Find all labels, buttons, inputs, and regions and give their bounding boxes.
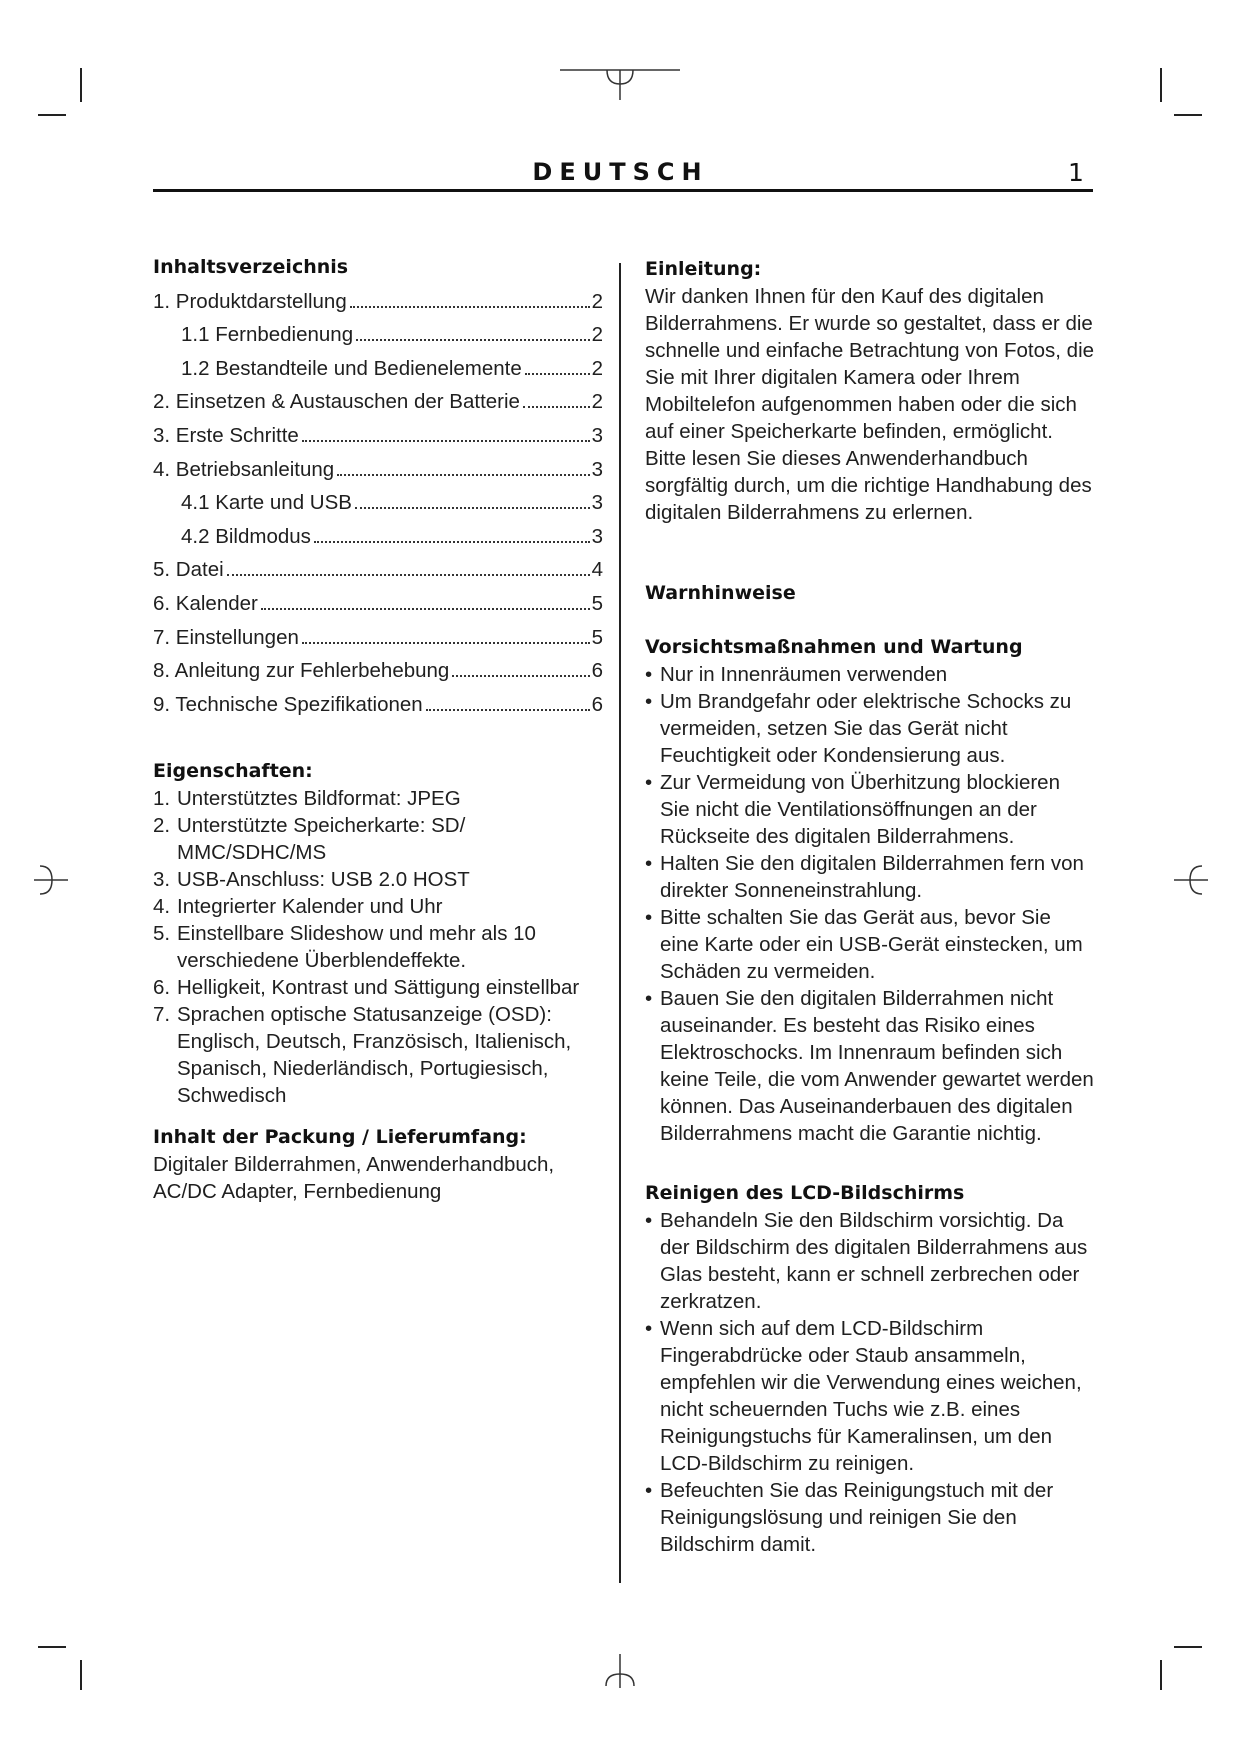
feature-text: Einstellbare Slideshow und mehr als 10 verschiedene Überblendeffekte.	[177, 922, 536, 972]
cleaning-text: Befeuchten Sie das Reinigungstuch mit der Reinigungslösung und reinigen Sie den Bildschirm damit.	[660, 1479, 1054, 1556]
toc-leader	[452, 675, 589, 677]
crop-mark-bl-vertical	[80, 1660, 82, 1690]
precaution-text: Bitte schalten Sie das Gerät aus, bevor Sie eine Karte oder ein USB-Gerät einstecken, um Schäden zu vermeiden.	[660, 906, 1083, 983]
toc-entry-label: 8. Anleitung zur Fehlerbehebung	[153, 659, 450, 683]
toc-entry-label: 3. Erste Schritte	[153, 423, 299, 447]
feature-number: 3.	[153, 868, 171, 891]
toc-entry-page: 5	[591, 591, 603, 615]
bullet-icon: •	[645, 1479, 653, 1502]
warnings-heading: Warnhinweise	[645, 582, 796, 604]
feature-item	[153, 1001, 603, 1109]
toc-entry-label: 4.2 Bildmodus	[181, 524, 311, 548]
column-divider	[619, 263, 621, 1583]
toc-leader	[302, 440, 590, 442]
toc-entry-label: 4.1 Karte und USB	[181, 491, 352, 515]
toc-leader	[261, 608, 590, 610]
cleaning-section	[645, 1180, 1095, 1558]
intro-section	[645, 256, 1095, 526]
feature-item	[153, 920, 603, 974]
precaution-text: Zur Vermeidung von Überhitzung blockieren Sie nicht die Ventilationsöffnungen an der Rückseite des digitalen Bilderrahmens.	[660, 771, 1060, 848]
toc-entry-page: 3	[591, 423, 603, 447]
toc-section	[153, 254, 603, 718]
toc-entry-label: 1.1 Fernbedienung	[181, 323, 354, 347]
toc-entry-page: 6	[591, 659, 603, 683]
feature-text: Unterstütztes Bildformat: JPEG	[177, 787, 461, 810]
precaution-item	[645, 850, 1095, 904]
toc-entry-page: 5	[591, 625, 603, 649]
cleaning-item	[645, 1315, 1095, 1477]
bullet-icon: •	[645, 987, 653, 1010]
toc-entry-label: 7. Einstellungen	[153, 625, 299, 649]
precaution-text: Halten Sie den digitalen Bilderrahmen fern von direkter Sonneneinstrahlung.	[660, 852, 1084, 902]
toc-entry[interactable]	[153, 651, 603, 685]
registration-mark-bottom	[600, 1652, 640, 1692]
toc-leader	[356, 339, 589, 341]
cleaning-item	[645, 1207, 1095, 1315]
bullet-icon: •	[645, 1209, 653, 1232]
precaution-item	[645, 904, 1095, 985]
toc-entry[interactable]	[153, 449, 603, 483]
toc-entry-label: 6. Kalender	[153, 591, 258, 615]
toc-entry-label: 1. Produktdarstellung	[153, 289, 347, 313]
toc-leader	[302, 642, 590, 644]
intro-heading: Einleitung:	[645, 258, 762, 280]
features-section	[153, 758, 603, 1109]
cleaning-text: Wenn sich auf dem LCD-Bildschirm Fingerabdrücke oder Staub ansammeln, empfehlen wir die Verwendung eines weichen, nicht scheuernden Tuchs wie z.B. eines Reinigungstuchs für Kameralinsen, um den LCD-Bildschirm zu reinigen.	[660, 1317, 1082, 1475]
toc-entry[interactable]	[153, 617, 603, 651]
toc-entry-page: 4	[591, 558, 603, 582]
toc-leader	[355, 507, 590, 509]
precautions-section	[645, 634, 1095, 1147]
toc-entry-page: 3	[591, 491, 603, 515]
toc-leader	[523, 406, 590, 408]
toc-leader	[350, 306, 590, 308]
feature-text: Helligkeit, Kontrast und Sättigung einstellbar	[177, 976, 580, 999]
toc-entry-page: 3	[591, 457, 603, 481]
package-heading: Inhalt der Packung / Lieferumfang:	[153, 1126, 527, 1148]
feature-number: 7.	[153, 1003, 171, 1026]
feature-number: 5.	[153, 922, 171, 945]
bullet-icon: •	[645, 690, 653, 713]
feature-number: 6.	[153, 976, 171, 999]
toc-entry[interactable]	[153, 415, 603, 449]
toc-entry[interactable]	[153, 550, 603, 584]
toc-entry-page: 6	[591, 692, 603, 716]
crop-mark-tr-vertical	[1160, 68, 1162, 102]
feature-item	[153, 785, 603, 812]
header-rule	[153, 189, 1093, 192]
toc-entry-label: 2. Einsetzen & Austauschen der Batterie	[153, 390, 520, 414]
toc-entry-page: 2	[591, 356, 603, 380]
crop-mark-tl-vertical	[80, 68, 82, 102]
page-number: 1	[1068, 158, 1084, 187]
registration-mark-right	[1170, 860, 1210, 900]
cleaning-item	[645, 1477, 1095, 1558]
feature-item	[153, 893, 603, 920]
cleaning-text: Behandeln Sie den Bildschirm vorsichtig. Da der Bildschirm des digitalen Bilderrahmens aus Glas besteht, kann er schnell zerbrechen oder zerkratzen.	[660, 1209, 1088, 1313]
feature-text: Integrierter Kalender und Uhr	[177, 895, 443, 918]
precaution-text: Bauen Sie den digitalen Bilderrahmen nicht auseinander. Es besteht das Risiko eines Elektroschocks. Im Innenraum befinden sich keine Teile, die vom Anwender gewartet werden können. Das Auseinanderbauen des digitalen Bilderrahmens macht die Garantie nichtig.	[660, 987, 1094, 1145]
toc-entry[interactable]	[153, 348, 603, 382]
precaution-item	[645, 985, 1095, 1147]
toc-entry[interactable]	[153, 382, 603, 416]
crop-mark-tr-horizontal	[1174, 114, 1202, 116]
precaution-item	[645, 769, 1095, 850]
crop-mark-bl-horizontal	[38, 1646, 66, 1648]
toc-entry-page: 2	[591, 390, 603, 414]
toc-list	[153, 281, 603, 718]
precaution-text: Nur in Innenräumen verwenden	[660, 663, 948, 686]
toc-entry[interactable]	[153, 516, 603, 550]
features-heading: Eigenschaften:	[153, 760, 313, 782]
feature-number: 4.	[153, 895, 171, 918]
precautions-list	[645, 661, 1095, 1147]
toc-entry[interactable]	[153, 281, 603, 315]
precaution-text: Um Brandgefahr oder elektrische Schocks zu vermeiden, setzen Sie das Gerät nicht Feuchtigkeit oder Kondensierung aus.	[660, 690, 1072, 767]
toc-leader	[314, 541, 590, 543]
toc-leader	[525, 373, 590, 375]
crop-mark-br-vertical	[1160, 1660, 1162, 1690]
bullet-icon: •	[645, 771, 653, 794]
cleaning-list	[645, 1207, 1095, 1558]
crop-mark-br-horizontal	[1174, 1646, 1202, 1648]
package-text: Digitaler Bilderrahmen, Anwenderhandbuch, AC/DC Adapter, Fernbedienung	[153, 1153, 555, 1203]
toc-entry-page: 3	[591, 524, 603, 548]
bullet-icon: •	[645, 852, 653, 875]
toc-entry-label: 1.2 Bestandteile und Bedienelemente	[181, 356, 522, 380]
toc-entry[interactable]	[153, 684, 603, 718]
crop-mark-tl-horizontal	[38, 114, 66, 116]
precaution-item	[645, 688, 1095, 769]
toc-leader	[426, 709, 590, 711]
feature-item	[153, 974, 603, 1001]
precaution-item	[645, 661, 1095, 688]
feature-text: USB-Anschluss: USB 2.0 HOST	[177, 868, 470, 891]
feature-item	[153, 866, 603, 893]
registration-mark-left	[32, 860, 72, 900]
toc-entry-label: 5. Datei	[153, 558, 224, 582]
registration-mark-top	[555, 64, 685, 104]
toc-leader	[227, 574, 590, 576]
feature-number: 1.	[153, 787, 171, 810]
features-list	[153, 785, 603, 1109]
toc-entry[interactable]	[153, 483, 603, 517]
toc-entry-page: 2	[591, 323, 603, 347]
bullet-icon: •	[645, 906, 653, 929]
page-header-title: DEUTSCH	[532, 158, 709, 186]
feature-item	[153, 812, 603, 866]
bullet-icon: •	[645, 663, 653, 686]
toc-entry-page: 2	[591, 289, 603, 313]
toc-leader	[337, 474, 589, 476]
precautions-heading: Vorsichtsmaßnahmen und Wartung	[645, 636, 1023, 658]
cleaning-heading: Reinigen des LCD-Bildschirms	[645, 1182, 965, 1204]
intro-text: Wir danken Ihnen für den Kauf des digitalen Bilderrahmens. Er wurde so gestaltet, dass er die schnelle und einfache Betrachtung von Fotos, die Sie mit Ihrer digitalen Kamera oder Ihrem Mobiltelefon aufgenommen haben oder die sich auf einer Speicherkarte befinden, ermöglicht. Bitte lesen Sie dieses Anwenderhandbuch sorgfältig durch, um die richtige Handhabung des digitalen Bilderrahmens zu erlernen.	[645, 285, 1095, 524]
package-section	[153, 1124, 603, 1205]
bullet-icon: •	[645, 1317, 653, 1340]
toc-entry[interactable]	[153, 315, 603, 349]
toc-entry-label: 9. Technische Spezifikationen	[153, 692, 423, 716]
warnings-section	[645, 580, 1095, 607]
toc-entry-label: 4. Betriebsanleitung	[153, 457, 335, 481]
toc-entry[interactable]	[153, 583, 603, 617]
feature-text: Sprachen optische Statusanzeige (OSD): Englisch, Deutsch, Französisch, Italienisch, Spanisch, Niederländisch, Portugiesisch, Schwedisch	[177, 1003, 572, 1107]
feature-text: Unterstützte Speicherkarte: SD/ MMC/SDHC/MS	[177, 814, 466, 864]
toc-heading: Inhaltsverzeichnis	[153, 256, 349, 278]
feature-number: 2.	[153, 814, 171, 837]
